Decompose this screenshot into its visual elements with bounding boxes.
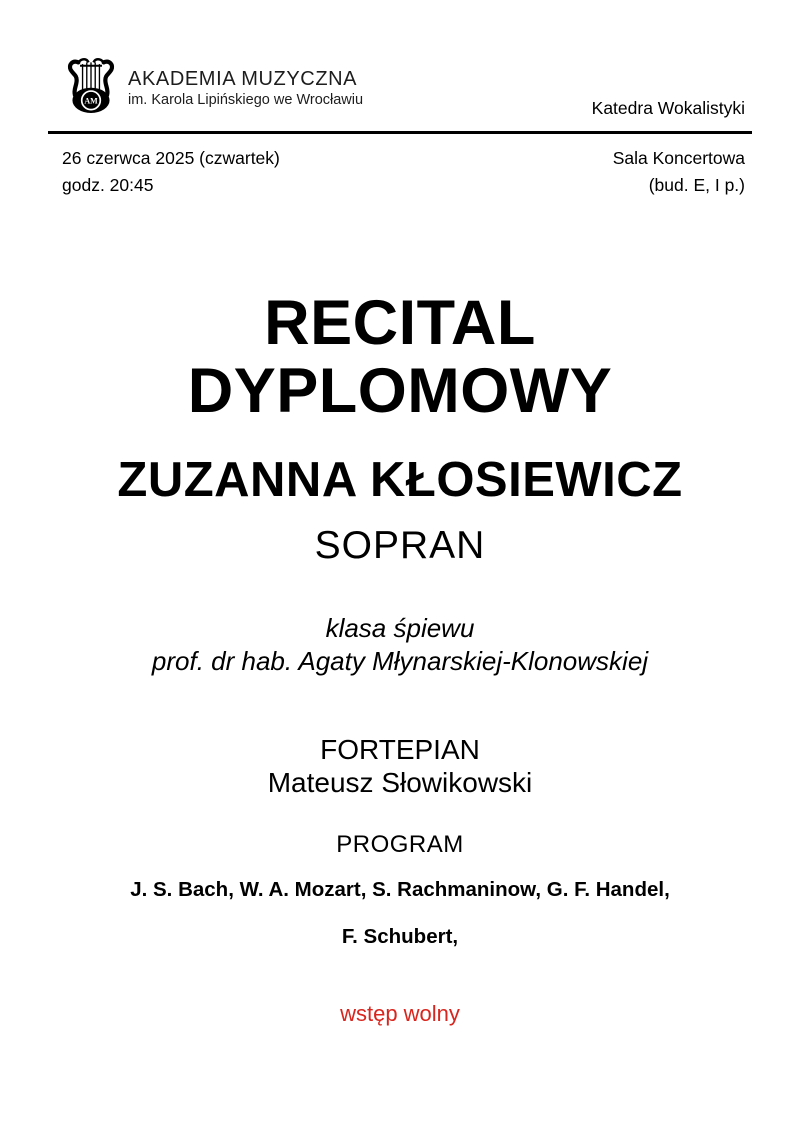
header xyxy=(64,56,745,121)
recital-title-line2: DYPLOMOWY xyxy=(187,356,613,427)
poster-body xyxy=(0,289,800,1027)
class-info xyxy=(0,612,800,677)
class-line2: prof. dr hab. Agaty Młynarskiej-Klonowskiej xyxy=(151,645,649,676)
academy-name-block xyxy=(128,68,363,109)
event-datetime xyxy=(62,145,280,199)
event-venue xyxy=(613,145,745,199)
institution-subtitle: im. Karola Lipińskiego we Wrocławiu xyxy=(128,91,364,108)
class-line1: klasa śpiewu xyxy=(325,613,475,644)
accompaniment-role: FORTEPIAN xyxy=(320,734,480,766)
program-heading: PROGRAM xyxy=(336,831,464,859)
lyre-am-monogram-icon xyxy=(64,56,118,121)
header-divider xyxy=(48,131,752,134)
event-info xyxy=(62,145,745,199)
performer-name: ZUZANNA KŁOSIEWICZ xyxy=(117,453,683,508)
accompaniment-info xyxy=(0,733,800,799)
academy-brand xyxy=(64,56,363,121)
program-composers-line1: J. S. Bach, W. A. Mozart, S. Rachmaninow, G. F. Handel, xyxy=(130,878,670,902)
admission-note: wstęp wolny xyxy=(340,1001,460,1027)
event-time: godz. 20:45 xyxy=(62,175,154,196)
voice-type: SOPRAN xyxy=(314,524,486,568)
program-composers-line2: F. Schubert, xyxy=(341,925,459,949)
institution-name: AKADEMIA MUZYCZNA xyxy=(128,67,358,90)
event-date: 26 czerwca 2025 (czwartek) xyxy=(62,148,280,168)
logo-monogram-text: AM xyxy=(84,96,98,106)
venue-detail: (bud. E, I p.) xyxy=(648,175,745,196)
recital-title xyxy=(0,289,800,425)
venue-name: Sala Koncertowa xyxy=(612,148,745,168)
department-label: Katedra Wokalistyki xyxy=(591,98,745,118)
accompanist-name: Mateusz Słowikowski xyxy=(267,767,533,799)
recital-title-line1: RECITAL xyxy=(264,288,536,359)
